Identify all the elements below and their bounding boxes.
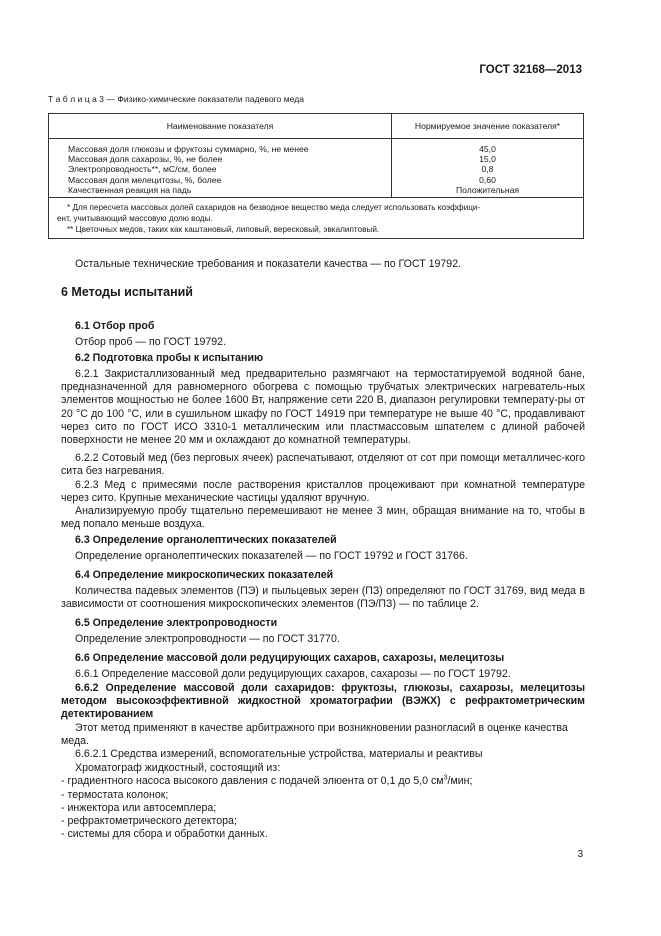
- section-6-6-1: 6.6.1 Определение массовой доли редуцирующих сахаров, сахарозы — по ГОСТ 19792.: [75, 668, 511, 680]
- chromatograph-intro: Хроматограф жидкостный, состоящий из:: [75, 762, 281, 774]
- row-name: Электропроводность**, мС/см, более: [68, 164, 217, 175]
- table-names-cell: [49, 139, 392, 198]
- section-6-1-text: Отбор проб — по ГОСТ 19792.: [75, 336, 227, 348]
- standard-number: ГОСТ 32168—2013: [479, 64, 582, 76]
- paragraph-6-2-2: 6.2.2 Сотовый мед (без перговых ячеек) распечатывают, отделяют от сот при помощи металличес-кого сита без нагревания.: [61, 452, 585, 478]
- table-caption: Т а б л и ц а 3 — Физико-химические показатели падевого меда: [48, 94, 304, 104]
- physicochemical-table: [48, 113, 584, 239]
- table-values-cell: [392, 139, 584, 198]
- list-item: - системы для сбора и обработки данных.: [61, 828, 268, 840]
- row-value: Положительная: [455, 184, 520, 195]
- paragraph-6-2-1: 6.2.1 Закристаллизованный мед предварительно размягчают на термостатируемой водяной бане, предназначенной для равномерного обогрева с помощью трубчатых электрических нагреватель-ных элементов мощностью не более 1600 Вт, напряжение сети 220 В, диапазон регулировки температу-ры от 20 °С до 100 °С, или в сушильном шкафу по ГОСТ 14919 при температуре не выше 40 °С, продавливают через сито по ГОСТ ИСО 3310-1 металлическим или пластмассовым шпателем с длиной рабочей поверхности не менее 20 мм и охлаждают до комнатной температуры.: [61, 368, 585, 447]
- section-6-1-heading: 6.1 Отбор проб: [75, 320, 155, 332]
- section-6-6-2-heading: 6.6.2 Определение массовой доли сахаридов: фруктозы, глюкозы, сахарозы, мелецитозы методом высокоэффективной жидкостной хроматографии (ВЭЖХ) с рефрактометрическим детектированием: [61, 682, 585, 721]
- section-6-3-heading: 6.3 Определение органолептических показателей: [75, 534, 337, 546]
- section-6-4-heading: 6.4 Определение микроскопических показателей: [75, 569, 334, 581]
- section-6-6-2-text: Этот метод применяют в качестве арбитражного при возникновении разногласий в оценке качества меда.: [61, 722, 568, 748]
- section-6-5-text: Определение электропроводности — по ГОСТ 31770.: [75, 633, 340, 645]
- other-requirements: Остальные технические требования и показатели качества — по ГОСТ 19792.: [75, 258, 462, 270]
- section-6-2-heading: 6.2 Подготовка пробы к испытанию: [75, 352, 263, 364]
- row-name: Массовая доля глюкозы и фруктозы суммарно, %, не менее: [68, 144, 309, 154]
- row-name: Массовая доля мелецитозы, %, более: [68, 174, 222, 185]
- section-6-4-text: Количества падевых элементов (ПЭ) и пыльцевых зерен (ПЗ) определяют по ГОСТ 31769, вид меда в зависимости от соотношения микроскопических элементов (ПЭ/ПЗ) — по таблице 2.: [61, 585, 585, 611]
- row-name: Качественная реакция на падь: [68, 184, 192, 195]
- row-value: 0,60: [479, 174, 496, 185]
- list-item: - рефрактометрического детектора;: [61, 815, 237, 827]
- table-header-value: Нормируемое значение показателя*: [392, 114, 584, 139]
- page-number: 3: [577, 849, 583, 860]
- section-6-6-2-1: 6.6.2.1 Средства измерений, вспомогательные устройства, материалы и реактивы: [75, 748, 483, 760]
- section-6-heading: 6 Методы испытаний: [61, 285, 193, 299]
- footnote-1: * Для пересчета массовых долей сахаридов на безводное вещество меда следует использовать коэффици-: [67, 203, 481, 213]
- footnote-2: ** Цветочных медов, таких как каштановый, липовый, вересковый, эвкалиптовый.: [67, 225, 380, 235]
- paragraph-6-2-3: 6.2.3 Мед с примесями после растворения кристаллов процеживают при комнатной температуре через сито. Крупные механические частицы удаляют вручную.: [61, 479, 585, 505]
- section-6-5-heading: 6.5 Определение электропроводности: [75, 617, 278, 629]
- row-value: 0,8: [481, 164, 494, 175]
- section-6-3-text: Определение органолептических показателей — по ГОСТ 19792 и ГОСТ 31766.: [75, 550, 468, 562]
- list-item: - градиентного насоса высокого давления с подачей элюента от 0,1 до 5,0 $см^3$/мин;: [61, 774, 473, 787]
- row-name: Массовая доля сахарозы, %, не более: [68, 154, 223, 165]
- footnote-1-cont: ент, учитывающий массовую долю воды.: [57, 214, 213, 224]
- paragraph-6-2-4: Анализируемую пробу тщательно перемешивают не менее 3 мин, обращая внимание на то, чтобы в мед попало меньше воздуха.: [61, 505, 585, 531]
- table-header-name: Наименование показателя: [49, 114, 392, 139]
- table-footnotes: [49, 198, 584, 239]
- list-item: - инжектора или автосемплера;: [61, 802, 217, 814]
- table-row: [49, 139, 584, 198]
- row-value: 15,0: [479, 154, 496, 165]
- list-item: - термостата колонок;: [61, 789, 169, 801]
- row-value: 45,0: [479, 144, 496, 154]
- section-6-6-heading: 6.6 Определение массовой доли редуцирующих сахаров, сахарозы, мелецитозы: [75, 652, 505, 664]
